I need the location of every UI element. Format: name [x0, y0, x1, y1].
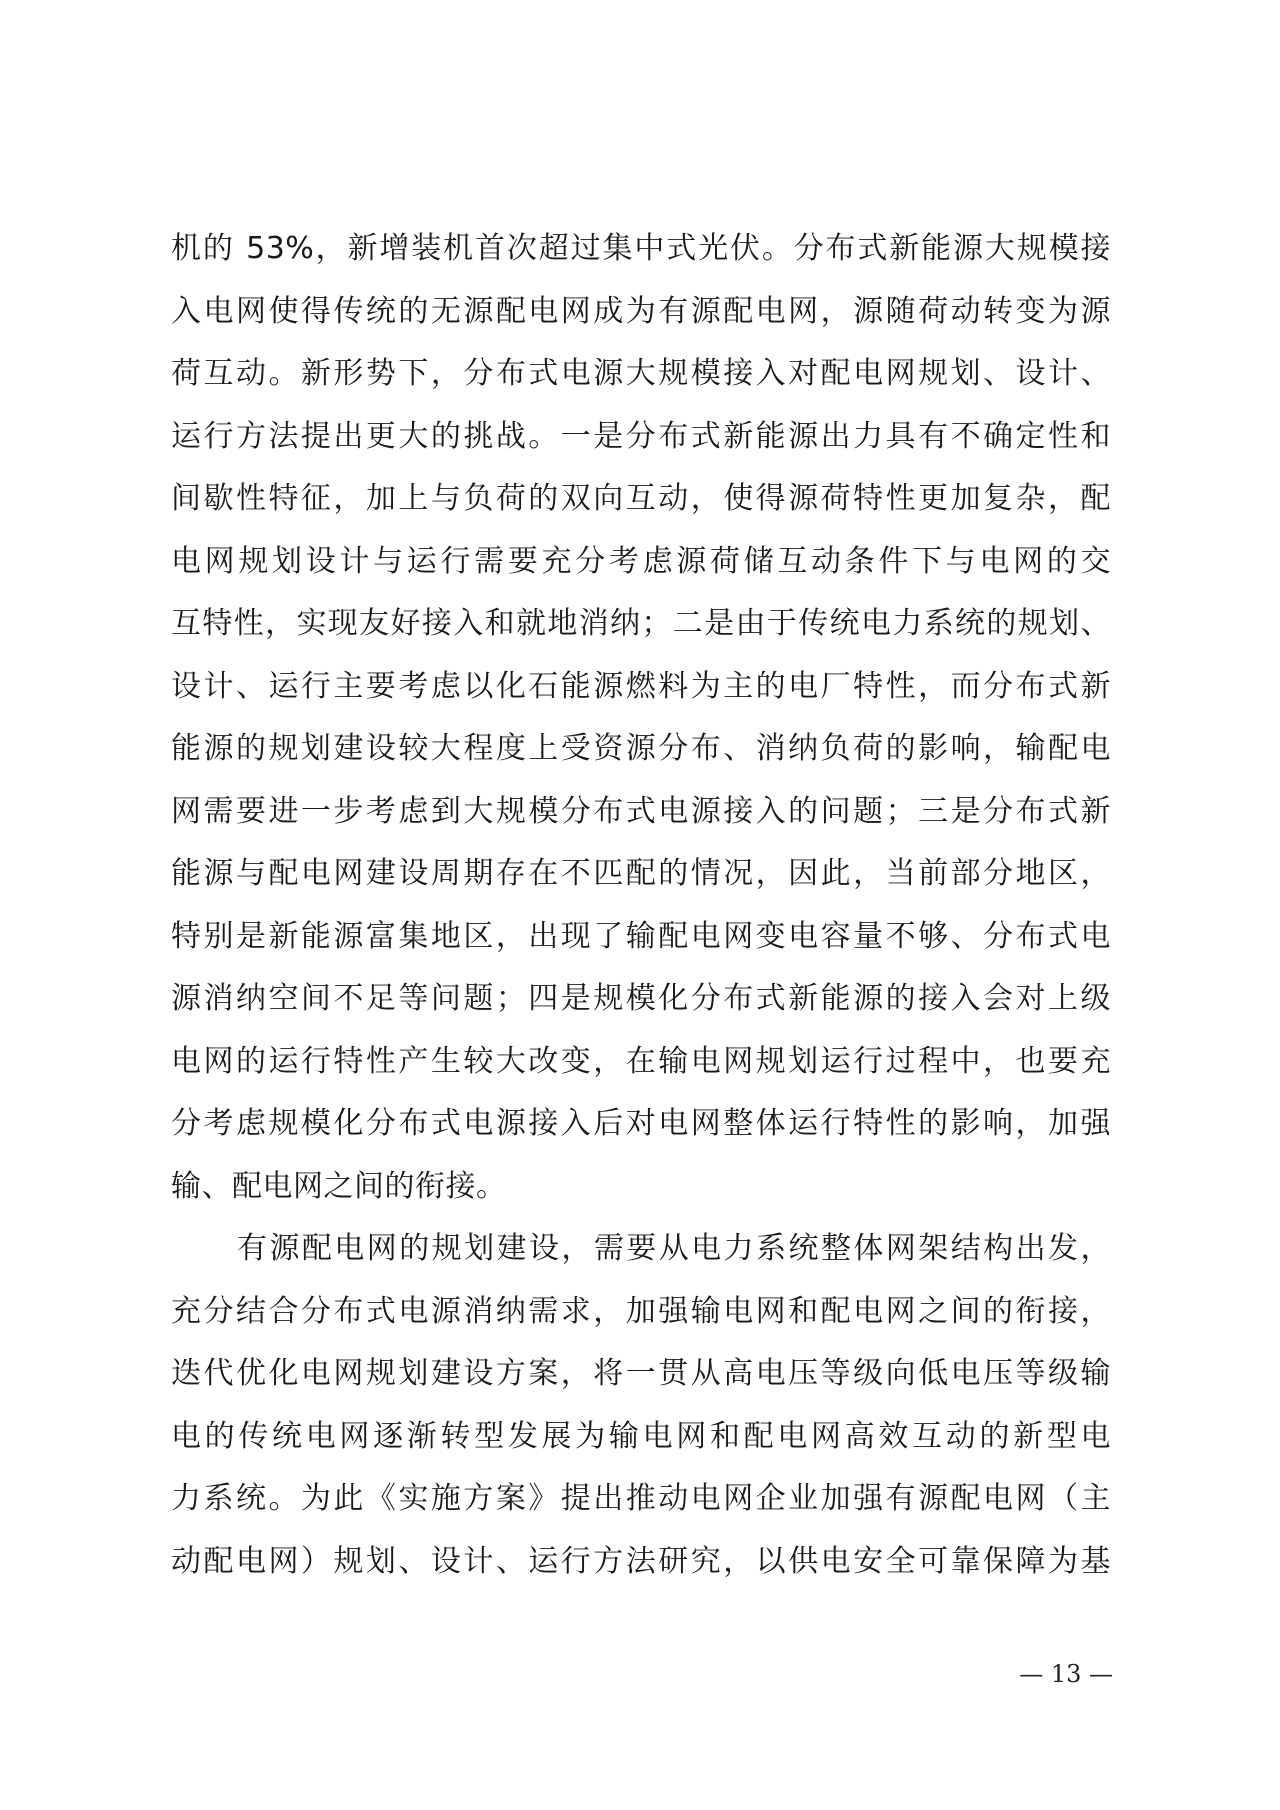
text-line: 特别是新能源富集地区，出现了输配电网变电容量不够、分布式电	[171, 918, 1111, 954]
body-text	[171, 218, 1111, 1593]
text-line: 有源配电网的规划建设，需要从电力系统整体网架结构出发，	[237, 1231, 1111, 1266]
text-line: 运行方法提出更大的挑战。一是分布式新能源出力具有不确定性和	[171, 418, 1111, 454]
text-line: 输、配电网之间的衔接。	[171, 1168, 507, 1204]
text-line: 分考虑规模化分布式电源接入后对电网整体运行特性的影响，加强	[171, 1106, 1111, 1141]
text-line: 设计、运行主要考虑以化石能源燃料为主的电厂特性，而分布式新	[171, 668, 1111, 704]
text-line: 机的 53%，新增装机首次超过集中式光伏。分布式新能源大规模接	[171, 231, 1111, 266]
text-line: 力系统。为此《实施方案》提出推动电网企业加强有源配电网（主	[171, 1481, 1111, 1516]
paragraph-2	[171, 1218, 1111, 1593]
text-line: 动配电网）规划、设计、运行方法研究，以供电安全可靠保障为基	[171, 1543, 1111, 1579]
text-line: 充分结合分布式电源消纳需求，加强输电网和配电网之间的衔接，	[171, 1293, 1111, 1329]
text-line: 荷互动。新形势下，分布式电源大规模接入对配电网规划、设计、	[171, 356, 1111, 391]
text-line: 能源的规划建设较大程度上受资源分布、消纳负荷的影响，输配电	[171, 731, 1111, 766]
text-line: 迭代优化电网规划建设方案，将一贯从高电压等级向低电压等级输	[171, 1356, 1111, 1391]
text-line: 电的传统电网逐渐转型发展为输电网和配电网高效互动的新型电	[171, 1418, 1111, 1454]
text-line: 电网规划设计与运行需要充分考虑源荷储互动条件下与电网的交	[171, 543, 1111, 579]
text-line: 间歇性特征，加上与负荷的双向互动，使得源荷特性更加复杂，配	[171, 481, 1111, 516]
text-line: 能源与配电网建设周期存在不匹配的情况，因此，当前部分地区，	[171, 856, 1111, 891]
text-line: 互特性，实现友好接入和就地消纳；二是由于传统电力系统的规划、	[171, 606, 1111, 641]
text-line: 入电网使得传统的无源配电网成为有源配电网，源随荷动转变为源	[171, 293, 1111, 329]
text-line: 电网的运行特性产生较大改变，在输电网规划运行过程中，也要充	[171, 1043, 1111, 1079]
page-number: — 13 —	[1019, 1660, 1113, 1688]
text-line: 网需要进一步考虑到大规模分布式电源接入的问题；三是分布式新	[171, 793, 1111, 829]
text-line: 源消纳空间不足等问题；四是规模化分布式新能源的接入会对上级	[171, 981, 1111, 1016]
paragraph-1	[171, 218, 1111, 1218]
